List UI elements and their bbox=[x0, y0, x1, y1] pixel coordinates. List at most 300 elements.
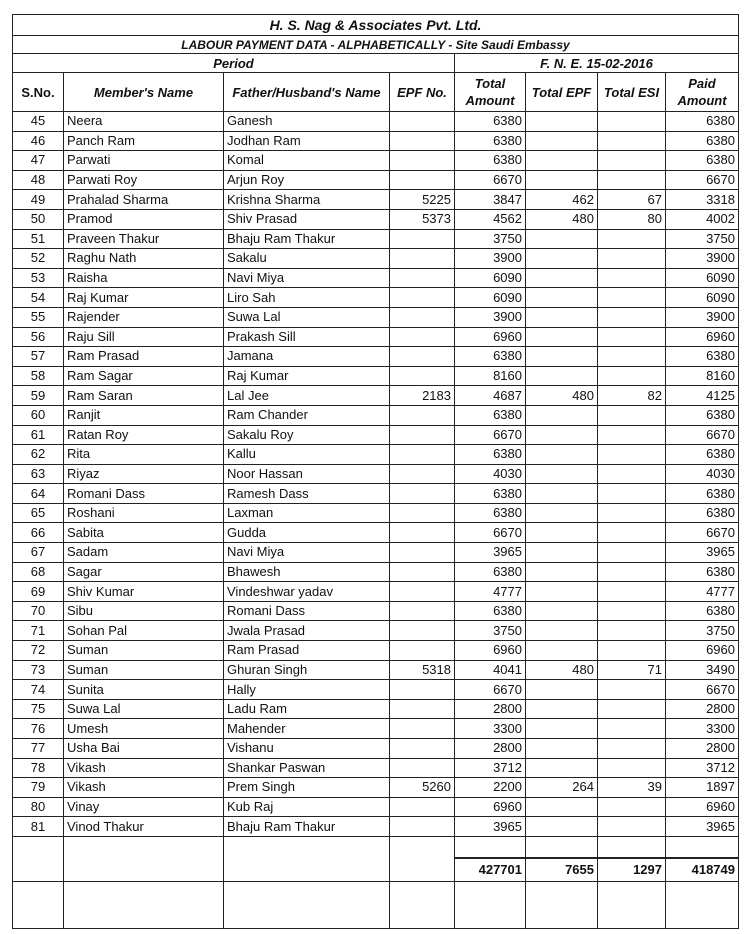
cell-total-amount: 3900 bbox=[455, 307, 526, 327]
cell-total-epf bbox=[526, 621, 598, 641]
cell-total-epf bbox=[526, 680, 598, 700]
cell-member-name: Raghu Nath bbox=[64, 249, 224, 269]
cell-epf-no: 5373 bbox=[390, 209, 455, 229]
cell-total-esi bbox=[598, 268, 666, 288]
cell-total-amount: 3300 bbox=[455, 719, 526, 739]
cell-father-name: Vishanu bbox=[224, 739, 390, 759]
cell-total-amount: 6380 bbox=[455, 484, 526, 504]
cell-sno: 80 bbox=[13, 797, 64, 817]
payment-sheet bbox=[12, 14, 738, 929]
table-row bbox=[13, 425, 739, 445]
cell-sno: 56 bbox=[13, 327, 64, 347]
cell-epf-no bbox=[390, 503, 455, 523]
cell-member-name: Rita bbox=[64, 445, 224, 465]
cell-epf-no bbox=[390, 739, 455, 759]
cell-paid-amount: 3750 bbox=[666, 229, 739, 249]
cell-total-epf bbox=[526, 543, 598, 563]
cell-sno: 68 bbox=[13, 562, 64, 582]
col-header-epf-no: EPF No. bbox=[390, 73, 455, 112]
cell-total-epf bbox=[526, 425, 598, 445]
cell-total-epf bbox=[526, 484, 598, 504]
cell-total-epf bbox=[526, 562, 598, 582]
cell-father-name: Ramesh Dass bbox=[224, 484, 390, 504]
cell-total-esi bbox=[598, 288, 666, 308]
cell-total-amount: 4777 bbox=[455, 582, 526, 602]
cell-total-epf bbox=[526, 503, 598, 523]
cell-father-name: Laxman bbox=[224, 503, 390, 523]
labour-payment-table bbox=[12, 14, 739, 929]
table-row bbox=[13, 327, 739, 347]
cell-epf-no: 5225 bbox=[390, 190, 455, 210]
col-header-member: Member's Name bbox=[64, 73, 224, 112]
cell-total-epf bbox=[526, 739, 598, 759]
cell-sno: 77 bbox=[13, 739, 64, 759]
cell-epf-no bbox=[390, 621, 455, 641]
cell-epf-no bbox=[390, 484, 455, 504]
col-header-total-esi: Total ESI bbox=[598, 73, 666, 112]
cell-epf-no bbox=[390, 366, 455, 386]
cell-total-amount: 6380 bbox=[455, 562, 526, 582]
cell-father-name: Krishna Sharma bbox=[224, 190, 390, 210]
col-header-paid-amount: Paid Amount bbox=[666, 73, 739, 112]
cell-epf-no bbox=[390, 562, 455, 582]
cell-sno: 76 bbox=[13, 719, 64, 739]
cell-epf-no bbox=[390, 464, 455, 484]
cell-member-name: Usha Bai bbox=[64, 739, 224, 759]
cell-father-name: Shankar Paswan bbox=[224, 758, 390, 778]
cell-sno: 62 bbox=[13, 445, 64, 465]
cell-total-epf bbox=[526, 151, 598, 171]
grand-total-esi: 1297 bbox=[598, 858, 666, 882]
cell-paid-amount: 6670 bbox=[666, 680, 739, 700]
table-row bbox=[13, 739, 739, 759]
cell-paid-amount: 6090 bbox=[666, 288, 739, 308]
cell-epf-no bbox=[390, 268, 455, 288]
cell-total-epf bbox=[526, 523, 598, 543]
cell-total-epf: 480 bbox=[526, 660, 598, 680]
table-row bbox=[13, 268, 739, 288]
table-row bbox=[13, 190, 739, 210]
cell-total-epf bbox=[526, 582, 598, 602]
cell-paid-amount: 2800 bbox=[666, 699, 739, 719]
table-row bbox=[13, 209, 739, 229]
cell-total-epf bbox=[526, 327, 598, 347]
cell-sno: 45 bbox=[13, 112, 64, 132]
table-row bbox=[13, 582, 739, 602]
cell-total-epf bbox=[526, 699, 598, 719]
cell-total-epf bbox=[526, 170, 598, 190]
cell-member-name: Ram Saran bbox=[64, 386, 224, 406]
cell-sno: 75 bbox=[13, 699, 64, 719]
cell-father-name: Prakash Sill bbox=[224, 327, 390, 347]
cell-member-name: Suwa Lal bbox=[64, 699, 224, 719]
cell-total-amount: 6380 bbox=[455, 405, 526, 425]
cell-father-name: Romani Dass bbox=[224, 601, 390, 621]
cell-father-name: Ghuran Singh bbox=[224, 660, 390, 680]
cell-member-name: Umesh bbox=[64, 719, 224, 739]
cell-sno: 61 bbox=[13, 425, 64, 445]
cell-epf-no bbox=[390, 445, 455, 465]
cell-paid-amount: 6670 bbox=[666, 523, 739, 543]
table-row bbox=[13, 464, 739, 484]
cell-sno: 47 bbox=[13, 151, 64, 171]
cell-total-esi bbox=[598, 621, 666, 641]
cell-paid-amount: 4002 bbox=[666, 209, 739, 229]
cell-member-name: Praveen Thakur bbox=[64, 229, 224, 249]
cell-total-esi bbox=[598, 582, 666, 602]
table-row bbox=[13, 307, 739, 327]
cell-paid-amount: 6380 bbox=[666, 405, 739, 425]
table-row bbox=[13, 386, 739, 406]
cell-member-name: Suman bbox=[64, 641, 224, 661]
grand-total-epf: 7655 bbox=[526, 858, 598, 882]
rows-body bbox=[13, 112, 739, 837]
cell-total-esi: 82 bbox=[598, 386, 666, 406]
cell-paid-amount: 6380 bbox=[666, 562, 739, 582]
cell-sno: 81 bbox=[13, 817, 64, 837]
cell-member-name: Suman bbox=[64, 660, 224, 680]
cell-father-name: Ladu Ram bbox=[224, 699, 390, 719]
cell-sno: 65 bbox=[13, 503, 64, 523]
cell-total-amount: 4030 bbox=[455, 464, 526, 484]
table-row bbox=[13, 366, 739, 386]
cell-paid-amount: 6380 bbox=[666, 131, 739, 151]
cell-total-amount: 3965 bbox=[455, 543, 526, 563]
cell-total-amount: 6090 bbox=[455, 268, 526, 288]
cell-total-epf bbox=[526, 307, 598, 327]
cell-paid-amount: 3900 bbox=[666, 307, 739, 327]
cell-total-esi bbox=[598, 739, 666, 759]
table-row bbox=[13, 621, 739, 641]
table-row bbox=[13, 112, 739, 132]
cell-total-epf: 480 bbox=[526, 209, 598, 229]
cell-sno: 52 bbox=[13, 249, 64, 269]
cell-epf-no: 5260 bbox=[390, 778, 455, 798]
cell-member-name: Rajender bbox=[64, 307, 224, 327]
cell-paid-amount: 6960 bbox=[666, 327, 739, 347]
cell-total-esi: 67 bbox=[598, 190, 666, 210]
report-title: LABOUR PAYMENT DATA - ALPHABETICALLY - Site Saudi Embassy bbox=[13, 36, 739, 54]
totals-row bbox=[13, 858, 739, 882]
cell-paid-amount: 4030 bbox=[666, 464, 739, 484]
cell-total-amount: 6090 bbox=[455, 288, 526, 308]
cell-paid-amount: 6380 bbox=[666, 151, 739, 171]
cell-epf-no bbox=[390, 131, 455, 151]
cell-member-name: Sunita bbox=[64, 680, 224, 700]
cell-father-name: Jwala Prasad bbox=[224, 621, 390, 641]
cell-total-amount: 6380 bbox=[455, 112, 526, 132]
cell-sno: 72 bbox=[13, 641, 64, 661]
cell-father-name: Sakalu bbox=[224, 249, 390, 269]
cell-paid-amount: 6380 bbox=[666, 601, 739, 621]
cell-paid-amount: 3965 bbox=[666, 543, 739, 563]
cell-father-name: Kallu bbox=[224, 445, 390, 465]
cell-member-name: Sohan Pal bbox=[64, 621, 224, 641]
cell-member-name: Sagar bbox=[64, 562, 224, 582]
cell-member-name: Vinod Thakur bbox=[64, 817, 224, 837]
cell-sno: 69 bbox=[13, 582, 64, 602]
table-row bbox=[13, 660, 739, 680]
cell-sno: 48 bbox=[13, 170, 64, 190]
cell-member-name: Raju Sill bbox=[64, 327, 224, 347]
cell-father-name: Bhaju Ram Thakur bbox=[224, 817, 390, 837]
cell-father-name: Ganesh bbox=[224, 112, 390, 132]
cell-total-esi: 39 bbox=[598, 778, 666, 798]
cell-paid-amount: 3900 bbox=[666, 249, 739, 269]
cell-total-amount: 4562 bbox=[455, 209, 526, 229]
cell-total-esi bbox=[598, 719, 666, 739]
cell-paid-amount: 6380 bbox=[666, 503, 739, 523]
cell-sno: 58 bbox=[13, 366, 64, 386]
cell-member-name: Panch Ram bbox=[64, 131, 224, 151]
cell-total-epf bbox=[526, 347, 598, 367]
cell-epf-no bbox=[390, 288, 455, 308]
cell-total-esi bbox=[598, 327, 666, 347]
cell-total-amount: 2800 bbox=[455, 739, 526, 759]
cell-total-epf bbox=[526, 797, 598, 817]
cell-epf-no bbox=[390, 249, 455, 269]
cell-member-name: Parwati bbox=[64, 151, 224, 171]
cell-total-esi bbox=[598, 503, 666, 523]
cell-total-amount: 6380 bbox=[455, 151, 526, 171]
cell-total-amount: 2800 bbox=[455, 699, 526, 719]
cell-paid-amount: 6380 bbox=[666, 484, 739, 504]
cell-epf-no: 5318 bbox=[390, 660, 455, 680]
cell-total-esi bbox=[598, 680, 666, 700]
table-row bbox=[13, 817, 739, 837]
cell-total-amount: 6960 bbox=[455, 327, 526, 347]
cell-total-esi bbox=[598, 445, 666, 465]
cell-sno: 79 bbox=[13, 778, 64, 798]
cell-paid-amount: 6670 bbox=[666, 170, 739, 190]
grand-paid-amount: 418749 bbox=[666, 858, 739, 882]
cell-total-epf bbox=[526, 366, 598, 386]
cell-total-epf bbox=[526, 249, 598, 269]
cell-epf-no bbox=[390, 719, 455, 739]
cell-member-name: Sibu bbox=[64, 601, 224, 621]
table-row bbox=[13, 484, 739, 504]
period-label: Period bbox=[13, 54, 455, 73]
table-row bbox=[13, 778, 739, 798]
table-row bbox=[13, 288, 739, 308]
cell-total-esi bbox=[598, 523, 666, 543]
table-row bbox=[13, 347, 739, 367]
cell-epf-no bbox=[390, 680, 455, 700]
cell-member-name: Shiv Kumar bbox=[64, 582, 224, 602]
cell-epf-no bbox=[390, 523, 455, 543]
cell-total-epf bbox=[526, 758, 598, 778]
cell-member-name: Vikash bbox=[64, 778, 224, 798]
cell-total-esi bbox=[598, 229, 666, 249]
cell-total-esi bbox=[598, 249, 666, 269]
cell-paid-amount: 6090 bbox=[666, 268, 739, 288]
cell-father-name: Prem Singh bbox=[224, 778, 390, 798]
cell-epf-no bbox=[390, 151, 455, 171]
cell-total-esi bbox=[598, 817, 666, 837]
cell-total-epf bbox=[526, 641, 598, 661]
cell-member-name: Vikash bbox=[64, 758, 224, 778]
cell-epf-no bbox=[390, 699, 455, 719]
cell-father-name: Sakalu Roy bbox=[224, 425, 390, 445]
cell-father-name: Kub Raj bbox=[224, 797, 390, 817]
cell-total-amount: 3900 bbox=[455, 249, 526, 269]
cell-total-esi bbox=[598, 131, 666, 151]
cell-epf-no bbox=[390, 405, 455, 425]
cell-total-epf bbox=[526, 112, 598, 132]
company-name: H. S. Nag & Associates Pvt. Ltd. bbox=[13, 15, 739, 36]
cell-father-name: Gudda bbox=[224, 523, 390, 543]
cell-father-name: Mahender bbox=[224, 719, 390, 739]
col-header-sno: S.No. bbox=[13, 73, 64, 112]
cell-epf-no bbox=[390, 582, 455, 602]
cell-total-amount: 3965 bbox=[455, 817, 526, 837]
cell-paid-amount: 6960 bbox=[666, 641, 739, 661]
cell-total-amount: 2200 bbox=[455, 778, 526, 798]
cell-paid-amount: 4125 bbox=[666, 386, 739, 406]
cell-paid-amount: 6670 bbox=[666, 425, 739, 445]
cell-paid-amount: 3318 bbox=[666, 190, 739, 210]
cell-epf-no bbox=[390, 307, 455, 327]
cell-total-epf: 480 bbox=[526, 386, 598, 406]
table-row bbox=[13, 503, 739, 523]
cell-member-name: Vinay bbox=[64, 797, 224, 817]
cell-member-name: Roshani bbox=[64, 503, 224, 523]
column-header-row bbox=[13, 73, 739, 112]
cell-paid-amount: 3750 bbox=[666, 621, 739, 641]
cell-member-name: Ranjit bbox=[64, 405, 224, 425]
cell-father-name: Arjun Roy bbox=[224, 170, 390, 190]
cell-father-name: Lal Jee bbox=[224, 386, 390, 406]
cell-sno: 78 bbox=[13, 758, 64, 778]
grand-total-amount: 427701 bbox=[455, 858, 526, 882]
cell-paid-amount: 3490 bbox=[666, 660, 739, 680]
cell-father-name: Ram Chander bbox=[224, 405, 390, 425]
cell-father-name: Bhawesh bbox=[224, 562, 390, 582]
cell-epf-no bbox=[390, 601, 455, 621]
cell-sno: 53 bbox=[13, 268, 64, 288]
cell-sno: 63 bbox=[13, 464, 64, 484]
cell-paid-amount: 3712 bbox=[666, 758, 739, 778]
cell-member-name: Sadam bbox=[64, 543, 224, 563]
table-row bbox=[13, 543, 739, 563]
cell-total-esi: 80 bbox=[598, 209, 666, 229]
cell-total-epf bbox=[526, 268, 598, 288]
cell-total-amount: 6670 bbox=[455, 425, 526, 445]
cell-total-amount: 8160 bbox=[455, 366, 526, 386]
cell-sno: 59 bbox=[13, 386, 64, 406]
cell-total-amount: 6380 bbox=[455, 131, 526, 151]
cell-father-name: Bhaju Ram Thakur bbox=[224, 229, 390, 249]
cell-total-epf bbox=[526, 817, 598, 837]
cell-paid-amount: 3300 bbox=[666, 719, 739, 739]
cell-total-epf bbox=[526, 288, 598, 308]
table-row bbox=[13, 405, 739, 425]
cell-total-epf bbox=[526, 229, 598, 249]
cell-paid-amount: 2800 bbox=[666, 739, 739, 759]
cell-paid-amount: 4777 bbox=[666, 582, 739, 602]
cell-member-name: Ram Sagar bbox=[64, 366, 224, 386]
table-row bbox=[13, 680, 739, 700]
cell-paid-amount: 6380 bbox=[666, 112, 739, 132]
cell-total-amount: 6380 bbox=[455, 347, 526, 367]
cell-epf-no bbox=[390, 641, 455, 661]
cell-total-amount: 6380 bbox=[455, 503, 526, 523]
col-header-total-amount: Total Amount bbox=[455, 73, 526, 112]
table-row bbox=[13, 229, 739, 249]
cell-father-name: Liro Sah bbox=[224, 288, 390, 308]
cell-sno: 70 bbox=[13, 601, 64, 621]
cell-sno: 50 bbox=[13, 209, 64, 229]
cell-member-name: Ratan Roy bbox=[64, 425, 224, 445]
cell-member-name: Romani Dass bbox=[64, 484, 224, 504]
cell-total-epf bbox=[526, 601, 598, 621]
spacer-row bbox=[13, 836, 739, 858]
cell-sno: 60 bbox=[13, 405, 64, 425]
cell-sno: 67 bbox=[13, 543, 64, 563]
col-header-father: Father/Husband's Name bbox=[224, 73, 390, 112]
cell-father-name: Shiv Prasad bbox=[224, 209, 390, 229]
cell-total-amount: 6380 bbox=[455, 445, 526, 465]
cell-father-name: Hally bbox=[224, 680, 390, 700]
table-row bbox=[13, 641, 739, 661]
table-row bbox=[13, 170, 739, 190]
cell-sno: 55 bbox=[13, 307, 64, 327]
cell-total-esi bbox=[598, 347, 666, 367]
cell-father-name: Raj Kumar bbox=[224, 366, 390, 386]
cell-father-name: Jamana bbox=[224, 347, 390, 367]
cell-sno: 71 bbox=[13, 621, 64, 641]
cell-paid-amount: 6380 bbox=[666, 445, 739, 465]
cell-father-name: Navi Miya bbox=[224, 543, 390, 563]
cell-member-name: Riyaz bbox=[64, 464, 224, 484]
cell-total-amount: 6960 bbox=[455, 641, 526, 661]
cell-total-amount: 6670 bbox=[455, 680, 526, 700]
cell-total-esi bbox=[598, 797, 666, 817]
cell-sno: 54 bbox=[13, 288, 64, 308]
cell-epf-no bbox=[390, 543, 455, 563]
cell-epf-no bbox=[390, 425, 455, 445]
cell-total-epf bbox=[526, 405, 598, 425]
cell-total-epf: 462 bbox=[526, 190, 598, 210]
cell-total-esi bbox=[598, 641, 666, 661]
cell-sno: 73 bbox=[13, 660, 64, 680]
cell-total-esi bbox=[598, 425, 666, 445]
cell-sno: 46 bbox=[13, 131, 64, 151]
table-row bbox=[13, 758, 739, 778]
cell-member-name: Parwati Roy bbox=[64, 170, 224, 190]
cell-paid-amount: 6380 bbox=[666, 347, 739, 367]
cell-total-esi bbox=[598, 484, 666, 504]
table-row bbox=[13, 562, 739, 582]
cell-total-esi bbox=[598, 307, 666, 327]
cell-member-name: Pramod bbox=[64, 209, 224, 229]
cell-total-epf bbox=[526, 445, 598, 465]
cell-member-name: Prahalad Sharma bbox=[64, 190, 224, 210]
cell-total-esi bbox=[598, 758, 666, 778]
cell-total-esi bbox=[598, 699, 666, 719]
cell-father-name: Jodhan Ram bbox=[224, 131, 390, 151]
cell-paid-amount: 8160 bbox=[666, 366, 739, 386]
col-header-total-epf: Total EPF bbox=[526, 73, 598, 112]
cell-total-esi bbox=[598, 112, 666, 132]
period-value: F. N. E. 15-02-2016 bbox=[455, 54, 739, 73]
table-row bbox=[13, 131, 739, 151]
cell-member-name: Neera bbox=[64, 112, 224, 132]
cell-total-epf bbox=[526, 719, 598, 739]
cell-total-amount: 3750 bbox=[455, 621, 526, 641]
cell-total-esi bbox=[598, 543, 666, 563]
table-row bbox=[13, 151, 739, 171]
